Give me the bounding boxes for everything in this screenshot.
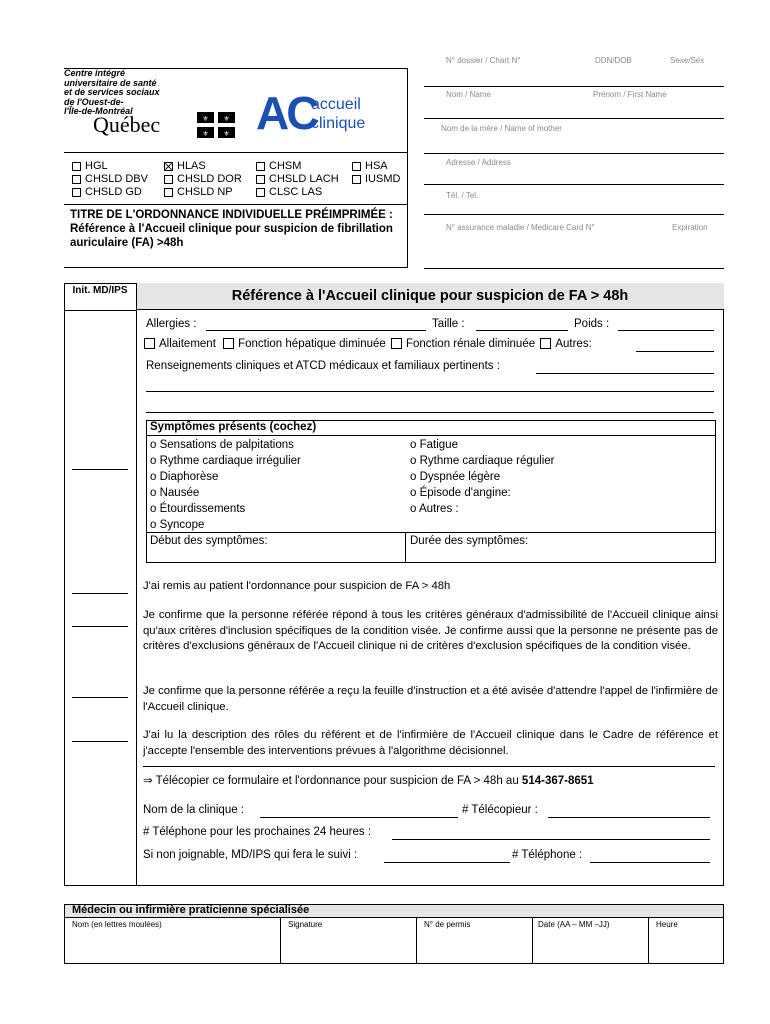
followup-phone-input[interactable] <box>590 862 710 863</box>
footer-signature-cell[interactable]: Signature <box>288 920 323 929</box>
symptom-palpitations[interactable]: o Sensations de palpitations <box>150 439 294 451</box>
fax-instruction <box>143 773 594 787</box>
symptom-dyspnee[interactable]: o Dyspnée légère <box>410 471 501 483</box>
chart-number-label: N° dossier / Chart N° <box>446 56 521 65</box>
ciusss-line-4: de l'Ouest-de- <box>64 96 124 107</box>
ciusss-logo-text <box>64 69 160 117</box>
phone-24h-label: # Téléphone pour les prochaines 24 heures : <box>143 826 372 838</box>
site-chsld-np[interactable]: CHSLD NP <box>164 186 242 199</box>
symptom-fatigue[interactable]: o Fatigue <box>410 439 458 451</box>
svg-text:⚜: ⚜ <box>202 131 209 138</box>
header-divider-1 <box>64 152 408 153</box>
medicare-label: N° assurance maladie / Medicare Card N° <box>446 223 595 232</box>
footer-col-divider-3 <box>532 918 533 964</box>
quebec-flag-icon <box>197 112 235 138</box>
symptom-etourdissements[interactable]: o Étourdissements <box>150 503 246 515</box>
accueil-clinique-logo: AC <box>256 87 317 139</box>
checkbox-icon[interactable] <box>72 188 81 197</box>
checkbox-icon[interactable] <box>164 175 173 184</box>
renale-checkbox[interactable] <box>391 338 402 349</box>
footer-col-divider-4 <box>648 918 649 964</box>
symptoms-header-divider <box>146 435 716 436</box>
footer-name-cell[interactable]: Nom (en lettres moulées) <box>72 920 162 929</box>
site-hlas[interactable]: HLAS <box>164 160 242 173</box>
autres-input[interactable] <box>636 351 714 352</box>
checked-checkbox-icon[interactable] <box>164 162 173 171</box>
statement-remis: J'ai remis au patient l'ordonnance pour suspicion de FA > 48h <box>143 580 451 592</box>
ciusss-line-3: et de services sociaux <box>64 87 160 97</box>
medicare-line[interactable] <box>424 268 724 269</box>
dob-label: DDN/DOB <box>595 56 632 65</box>
init-lu-line[interactable] <box>72 741 128 742</box>
site-chsld-lach[interactable]: CHSLD LACH <box>256 173 339 186</box>
followup-md-input[interactable] <box>384 862 510 863</box>
clinic-name-label: Nom de la clinique : <box>143 804 244 816</box>
quebec-wordmark: Québec <box>93 112 161 137</box>
footer-title: Médecin ou infirmière praticienne spécialisée <box>72 904 310 916</box>
init-column-divider <box>136 283 137 886</box>
allaitement-label: Allaitement <box>159 338 216 350</box>
renseignements-input-3[interactable] <box>146 412 714 413</box>
site-chsm[interactable]: CHSM <box>256 160 339 173</box>
name-line[interactable] <box>424 118 724 119</box>
main-title: Référence à l'Accueil clinique pour suspicion de FA > 48h <box>231 288 629 304</box>
statement-confirme-instruction: Je confirme que la personne référée a reçu la feuille d'instruction et a été avisée d'attendre l'appel de l'infirmière de l'Accueil clinique. <box>143 685 718 713</box>
checkbox-icon[interactable] <box>352 162 361 171</box>
site-col-3 <box>256 160 339 199</box>
footer-heure-cell[interactable]: Heure <box>656 920 678 929</box>
conditions-row <box>144 338 592 350</box>
footer-permis-cell[interactable]: N° de permis <box>424 920 471 929</box>
address-label: Adresse / Address <box>446 158 511 167</box>
svg-text:⚜: ⚜ <box>202 116 209 123</box>
init-symptoms-line[interactable] <box>72 469 128 470</box>
site-iusmd[interactable]: IUSMD <box>352 173 400 186</box>
symptoms-header: Symptômes présents (cochez) <box>150 421 317 433</box>
symptom-rythme-irregulier[interactable]: o Rythme cardiaque irrégulier <box>150 455 301 467</box>
phone-24h-input[interactable] <box>392 839 710 840</box>
ciusss-line-1: Centre intégré <box>64 68 126 78</box>
site-hsa[interactable]: HSA <box>352 160 400 173</box>
init-header: Init. MD/IPS <box>72 285 128 296</box>
duree-symptomes-label: Durée des symptômes: <box>410 535 529 547</box>
expiration-label: Expiration <box>672 223 708 232</box>
init-confirme1-line[interactable] <box>72 626 128 627</box>
symptom-angine[interactable]: o Épisode d'angine: <box>410 487 511 499</box>
address-line[interactable] <box>424 184 724 185</box>
renseignements-input-1[interactable] <box>536 373 714 374</box>
init-header-divider <box>64 310 136 311</box>
renale-label: Fonction rénale diminuée <box>405 338 536 350</box>
poids-label: Poids : <box>574 318 610 330</box>
tel-line[interactable] <box>424 214 724 215</box>
autres-checkbox[interactable] <box>540 338 551 349</box>
hepatique-checkbox[interactable] <box>223 338 234 349</box>
autres-label: Autres: <box>555 338 592 350</box>
clinique-word: clinique <box>311 115 366 132</box>
statement-confirme-criteres: Je confirme que la personne référée répond à tous les critères généraux d'admissibilité de l'Accueil clinique ainsi qu'aux critères d'inclusion spécifiques de la condition visée. Je confirme aussi que la personne ne présente pas de critères d'exclusions généraux de l'Accueil clinique ni de critères d'exclusion spécifiques de la condition visée. <box>143 609 718 652</box>
init-remis-line[interactable] <box>72 593 128 594</box>
footer-date-cell[interactable]: Date (AA – MM –JJ) <box>538 920 610 929</box>
symptom-diaphorese[interactable]: o Diaphorèse <box>150 471 219 483</box>
fax-number: 514-367-8651 <box>521 775 594 787</box>
name-label: Nom / Name <box>446 90 491 99</box>
init-confirme2-line[interactable] <box>72 697 128 698</box>
mother-line[interactable] <box>424 153 724 154</box>
ciusss-line-5: l'Île-de-Montréal <box>64 106 133 116</box>
svg-text:⚜: ⚜ <box>223 116 230 123</box>
symptoms-left-list <box>150 437 301 533</box>
chart-line[interactable] <box>424 86 724 87</box>
order-title: TITRE DE L'ORDONNANCE INDIVIDUELLE PRÉIMPRIMÉE : Référence à l'Accueil clinique pour suspicion de fibrillation auriculaire (FA) >48h <box>70 209 393 249</box>
clinic-fax-input[interactable] <box>548 817 710 818</box>
renseignements-input-2[interactable] <box>146 391 714 392</box>
allergies-input[interactable] <box>206 330 426 331</box>
svg-text:⚜: ⚜ <box>223 131 230 138</box>
checkbox-icon[interactable] <box>256 175 265 184</box>
site-col-1 <box>72 160 148 199</box>
arrow-right-icon: ⇒ <box>143 775 153 787</box>
poids-input[interactable] <box>618 330 714 331</box>
symptom-rythme-regulier[interactable]: o Rythme cardiaque régulier <box>410 455 555 467</box>
clinic-name-input[interactable] <box>260 817 458 818</box>
first-name-label: Prénom / First Name <box>593 90 667 99</box>
symptom-autres[interactable]: o Autres : <box>410 503 459 515</box>
debut-symptomes-label: Début des symptômes: <box>150 535 268 547</box>
fax-divider <box>143 766 715 767</box>
followup-phone-label: # Téléphone : <box>512 849 583 861</box>
site-chsld-gd[interactable]: CHSLD GD <box>72 186 148 199</box>
ciusss-line-2: universitaire de santé <box>64 77 157 88</box>
symptom-syncope[interactable]: o Syncope <box>150 519 205 531</box>
checkbox-icon[interactable] <box>164 188 173 197</box>
fax-text: Télécopier ce formulaire et l'ordonnance pour suspicion de FA > 48h au <box>155 775 519 787</box>
site-clsc-las[interactable]: CLSC LAS <box>256 186 339 199</box>
clinic-fax-label: # Télécopieur : <box>462 804 538 816</box>
allaitement-checkbox[interactable] <box>144 338 155 349</box>
site-col-4 <box>352 160 400 186</box>
checkbox-icon[interactable] <box>256 162 265 171</box>
header-divider-2 <box>64 204 408 205</box>
checkbox-icon[interactable] <box>72 162 81 171</box>
mother-name-label: Nom de la mère / Name of mother <box>441 124 562 133</box>
sex-label: Sexe/Sex <box>670 56 705 65</box>
site-chsld-dor[interactable]: CHSLD DOR <box>164 173 242 186</box>
taille-label: Taille : <box>432 318 465 330</box>
renseignements-label: Renseignements cliniques et ATCD médicaux et familiaux pertinents : <box>146 360 500 372</box>
symptom-nausee[interactable]: o Nausée <box>150 487 200 499</box>
site-chsld-dbv[interactable]: CHSLD DBV <box>72 173 148 186</box>
followup-md-label: Si non joignable, MD/IPS qui fera le suivi : <box>143 849 358 861</box>
symptoms-right-list <box>410 437 554 517</box>
hepatique-label: Fonction hépatique diminuée <box>238 338 386 350</box>
site-hgl[interactable]: HGL <box>72 160 148 173</box>
taille-input[interactable] <box>476 330 568 331</box>
statement-lu-description: J'ai lu la description des rôles du référent et de l'infirmière de l'Accueil clinique dans le Cadre de référence et j'accepte l'ensemble des interventions prévues à l'algorithme décisionnel. <box>143 729 718 757</box>
checkbox-icon[interactable] <box>256 188 265 197</box>
tel-label: Tél. / Tel. <box>446 191 479 200</box>
footer-col-divider-1 <box>280 918 281 964</box>
checkbox-icon[interactable] <box>352 175 361 184</box>
footer-col-divider-2 <box>416 918 417 964</box>
allergies-label: Allergies : <box>146 318 197 330</box>
site-col-2 <box>164 160 242 199</box>
accueil-word: accueil <box>311 96 361 113</box>
symptoms-footer-col-divider <box>405 532 406 563</box>
checkbox-icon[interactable] <box>72 175 81 184</box>
